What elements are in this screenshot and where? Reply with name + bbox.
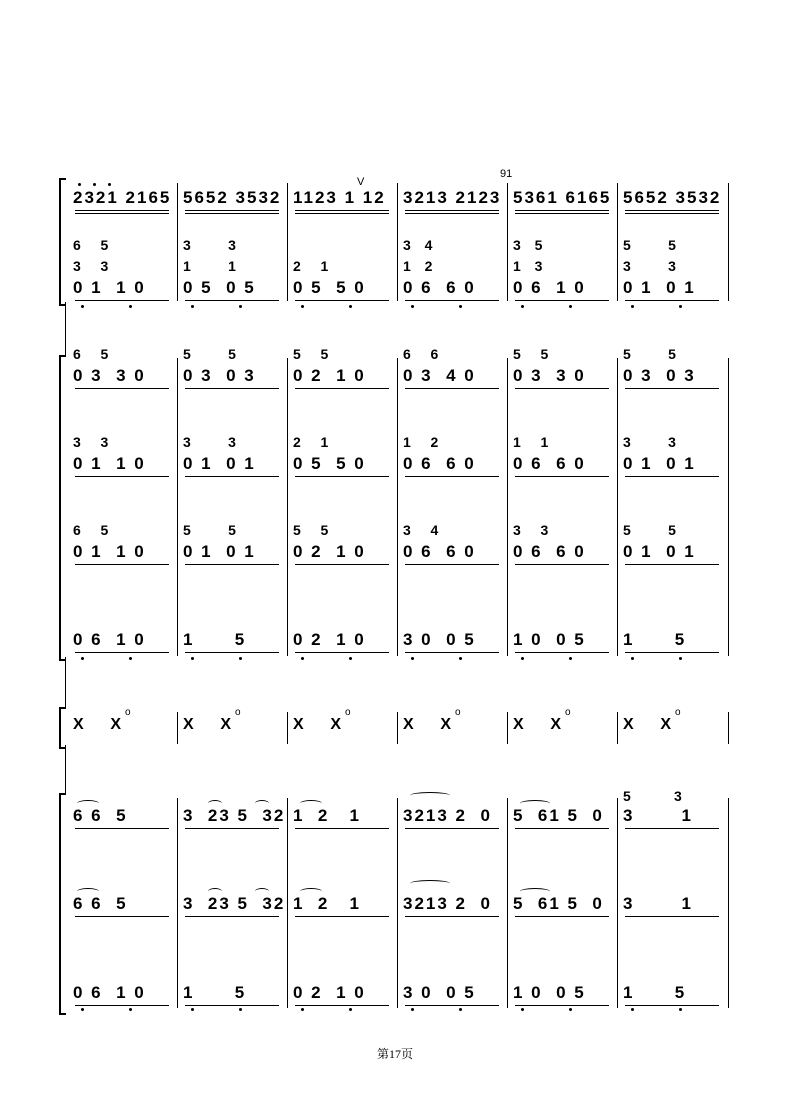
beam-line [625, 388, 719, 389]
beam-line [625, 916, 719, 917]
melody-measure: 6 6 5 [73, 894, 128, 913]
part-measure: 0 3 3 0 [73, 366, 146, 385]
barline [728, 712, 729, 744]
bass-measure: 0 5 0 5 [183, 278, 256, 297]
beam-line [515, 1005, 609, 1006]
chord-top: 5 5 [183, 522, 238, 538]
bass-measure: 1 0 0 5 [513, 630, 586, 649]
octave-dot [129, 305, 132, 308]
melody-measure: 3 1 [623, 806, 693, 825]
barline [507, 358, 508, 656]
chord-top: 5 5 [183, 346, 238, 362]
beam-line [295, 652, 389, 653]
slur [410, 792, 450, 799]
slur [300, 800, 322, 807]
bass-measure: 1 5 [183, 983, 247, 1002]
beam-line [185, 916, 279, 917]
beam-line [625, 210, 719, 211]
slur [410, 880, 450, 887]
chord-middle: 1 2 [403, 258, 435, 274]
octave-dot [459, 657, 462, 660]
chord-upper: 3 4 [403, 237, 435, 253]
part-measure: 0 6 6 0 [403, 454, 476, 473]
barline [728, 183, 729, 301]
barline [617, 358, 618, 656]
beam-line [185, 213, 279, 214]
part-measure: 0 1 0 1 [623, 542, 696, 561]
beam-line [625, 828, 719, 829]
bass-measure: 0 2 1 0 [293, 630, 366, 649]
part-measure: 0 3 0 3 [623, 366, 696, 385]
beam-line [515, 652, 609, 653]
chord-top: 6 5 [73, 346, 111, 362]
bass-measure: 3 0 0 5 [403, 983, 476, 1002]
melody-measure: 6 6 5 [73, 806, 128, 825]
group-line [65, 657, 66, 707]
barline [397, 798, 398, 1008]
beam-line [625, 564, 719, 565]
beam-line [185, 1005, 279, 1006]
part-measure: 0 5 5 0 [293, 454, 366, 473]
system2-bracket [59, 355, 66, 661]
part-measure: 0 6 6 0 [513, 454, 586, 473]
octave-dot [411, 1008, 414, 1011]
octave-dot [459, 1008, 462, 1011]
melody-measure: 3 1 [623, 894, 693, 913]
bass-measure: 1 5 [623, 983, 687, 1002]
chord-top: 3 3 [183, 434, 238, 450]
octave-dot [569, 305, 572, 308]
beam-line [295, 828, 389, 829]
beam-line [515, 828, 609, 829]
octave-dot [301, 1008, 304, 1011]
chord-middle: 1 1 [183, 258, 238, 274]
beam-line [405, 652, 499, 653]
bass-measure: 1 0 0 5 [513, 983, 586, 1002]
beam-line [405, 388, 499, 389]
beam-line [75, 1005, 169, 1006]
barline [287, 358, 288, 656]
open-mark: o [455, 707, 461, 718]
melody-measure: 1123 1 12 [293, 188, 386, 207]
beam-line [295, 213, 389, 214]
octave-dot [349, 1008, 352, 1011]
barline [507, 183, 508, 301]
chord-middle: 3 3 [73, 258, 111, 274]
bass-measure: 0 1 0 1 [623, 278, 696, 297]
octave-dot [631, 657, 634, 660]
chord-upper: 6 5 [73, 237, 111, 253]
octave-dot [679, 305, 682, 308]
barline [617, 712, 618, 744]
measure-number: 91 [500, 168, 513, 180]
slur [255, 888, 269, 895]
chord-middle: 3 3 [623, 258, 678, 274]
melody-measure: 5652 3532 [623, 188, 722, 207]
beam-line [515, 213, 609, 214]
bass-measure: 0 6 1 0 [73, 983, 146, 1002]
high-octave-dot [108, 183, 111, 186]
melody-measure: 3213 2 0 [403, 894, 492, 913]
chord-top: 5 5 [513, 346, 551, 362]
beam-line [75, 564, 169, 565]
slur [520, 800, 550, 807]
chord-top: 6 6 [403, 346, 441, 362]
beam-line [295, 210, 389, 211]
open-mark: o [565, 707, 571, 718]
melody-measure: 3213 2123 [403, 188, 502, 207]
system4-bracket [59, 793, 66, 1015]
beam-line [515, 210, 609, 211]
part-measure: 0 3 4 0 [403, 366, 476, 385]
octave-dot [569, 1008, 572, 1011]
octave-dot [349, 305, 352, 308]
part-measure: 0 1 0 1 [183, 454, 256, 473]
part-measure: 0 1 0 1 [623, 454, 696, 473]
melody-measure: 1 2 1 [293, 894, 361, 913]
chord-top: 3 3 [73, 434, 111, 450]
melody-measure: 3213 2 0 [403, 806, 492, 825]
beam-line [75, 828, 169, 829]
octave-dot [349, 657, 352, 660]
open-mark: o [345, 707, 351, 718]
beam-line [185, 652, 279, 653]
barline [177, 358, 178, 656]
beam-line [75, 210, 169, 211]
chord-top: 3 4 [403, 522, 441, 538]
system1-bracket [59, 178, 66, 306]
beam-line [405, 213, 499, 214]
octave-dot [81, 1008, 84, 1011]
beam-line [625, 476, 719, 477]
group-line [65, 745, 66, 793]
beam-line [75, 916, 169, 917]
system3-bracket [59, 707, 66, 749]
barline [287, 183, 288, 301]
open-mark: o [235, 707, 241, 718]
beam-line [625, 652, 719, 653]
chord-top: 5 5 [623, 346, 678, 362]
barline [728, 358, 729, 656]
octave-dot [239, 305, 242, 308]
octave-dot [679, 657, 682, 660]
bass-measure: 0 5 5 0 [293, 278, 366, 297]
octave-dot [679, 1008, 682, 1011]
part-measure: 0 1 1 0 [73, 454, 146, 473]
beam-line [185, 210, 279, 211]
octave-dot [129, 657, 132, 660]
slur [77, 800, 99, 807]
octave-dot [239, 657, 242, 660]
chord-top: 3 3 [623, 434, 678, 450]
beam-line [75, 476, 169, 477]
slur [520, 888, 550, 895]
chord-top: 3 3 [513, 522, 551, 538]
octave-dot [239, 1008, 242, 1011]
part-measure: 0 3 3 0 [513, 366, 586, 385]
melody-measure: 2321 2165 [73, 188, 172, 207]
beam-line [625, 1005, 719, 1006]
beam-line [185, 300, 279, 301]
octave-dot [521, 657, 524, 660]
beam-line [405, 916, 499, 917]
beam-line [185, 564, 279, 565]
barline [177, 183, 178, 301]
octave-dot [521, 305, 524, 308]
bass-measure: 0 1 1 0 [73, 278, 146, 297]
beam-line [75, 388, 169, 389]
octave-dot [569, 657, 572, 660]
chord-middle: 2 1 [293, 258, 331, 274]
percussion-measure: X X [183, 716, 232, 733]
slur [208, 800, 222, 807]
beam-line [295, 1005, 389, 1006]
beam-line [295, 476, 389, 477]
octave-dot [521, 1008, 524, 1011]
open-mark: o [675, 707, 681, 718]
beam-line [405, 210, 499, 211]
melody-measure: 3 23 5 32 [183, 894, 286, 913]
beam-line [515, 564, 609, 565]
octave-dot [411, 305, 414, 308]
part-measure: 0 2 1 0 [293, 542, 366, 561]
barline [287, 712, 288, 744]
chord-top: 2 1 [293, 434, 331, 450]
beam-line [515, 300, 609, 301]
beam-line [515, 388, 609, 389]
melody-measure: 1 2 1 [293, 806, 361, 825]
beam-line [185, 388, 279, 389]
octave-dot [81, 305, 84, 308]
chord-top: 5 3 [623, 788, 684, 804]
octave-dot [301, 657, 304, 660]
barline [177, 712, 178, 744]
open-mark: o [125, 707, 131, 718]
octave-dot [301, 305, 304, 308]
octave-dot [411, 657, 414, 660]
beam-line [185, 476, 279, 477]
beam-line [625, 300, 719, 301]
percussion-measure: X X [403, 716, 452, 733]
chord-top: 6 5 [73, 522, 111, 538]
slur [77, 888, 99, 895]
percussion-measure: X X [513, 716, 562, 733]
high-octave-dot [78, 183, 81, 186]
chord-top: 1 1 [513, 434, 551, 450]
slur [208, 888, 222, 895]
bass-measure: 0 6 1 0 [73, 630, 146, 649]
beam-line [185, 828, 279, 829]
beam-line [295, 564, 389, 565]
chord-middle: 1 3 [513, 258, 545, 274]
barline [507, 712, 508, 744]
beam-line [295, 916, 389, 917]
melody-measure: 5361 6165 [513, 188, 612, 207]
bass-measure: 0 6 1 0 [513, 278, 586, 297]
chord-top: 1 2 [403, 434, 441, 450]
barline [397, 183, 398, 301]
percussion-measure: X X [73, 716, 122, 733]
slur [255, 800, 269, 807]
beam-line [295, 388, 389, 389]
chord-top: 5 5 [293, 522, 331, 538]
octave-dot [631, 1008, 634, 1011]
beam-line [405, 476, 499, 477]
chord-top: 5 5 [623, 522, 678, 538]
part-measure: 0 2 1 0 [293, 366, 366, 385]
octave-dot [191, 657, 194, 660]
melody-measure: 5 61 5 0 [513, 894, 604, 913]
part-measure: 0 6 6 0 [513, 542, 586, 561]
part-measure: 0 3 0 3 [183, 366, 256, 385]
melody-measure: 5652 3532 [183, 188, 282, 207]
percussion-measure: X X [293, 716, 342, 733]
beam-line [405, 564, 499, 565]
bass-measure: 0 6 6 0 [403, 278, 476, 297]
beam-line [75, 300, 169, 301]
octave-dot [631, 305, 634, 308]
beam-line [405, 1005, 499, 1006]
page-footer: 第17页 [376, 1047, 413, 1061]
beam-line [515, 476, 609, 477]
high-octave-dot [93, 183, 96, 186]
beam-line [405, 828, 499, 829]
barline [617, 183, 618, 301]
beam-line [625, 213, 719, 214]
part-measure: 0 1 1 0 [73, 542, 146, 561]
melody-measure: 3 23 5 32 [183, 806, 286, 825]
beam-line [75, 213, 169, 214]
chord-upper: 5 5 [623, 237, 678, 253]
barline [177, 798, 178, 1008]
bass-measure: 0 2 1 0 [293, 983, 366, 1002]
barline [397, 712, 398, 744]
beam-line [405, 300, 499, 301]
bass-measure: 1 5 [623, 630, 687, 649]
octave-dot [81, 657, 84, 660]
chord-upper: 3 3 [183, 237, 238, 253]
part-measure: 0 6 6 0 [403, 542, 476, 561]
beam-line [295, 300, 389, 301]
melody-measure: 5 61 5 0 [513, 806, 604, 825]
chord-upper: 3 5 [513, 237, 545, 253]
barline [397, 358, 398, 656]
octave-dot [459, 305, 462, 308]
beam-line [75, 652, 169, 653]
slur [300, 888, 322, 895]
octave-dot [191, 305, 194, 308]
octave-dot [191, 1008, 194, 1011]
part-measure: 0 1 0 1 [183, 542, 256, 561]
bass-measure: 3 0 0 5 [403, 630, 476, 649]
barline [617, 798, 618, 1008]
barline [287, 798, 288, 1008]
barline [728, 798, 729, 1008]
barline [507, 798, 508, 1008]
beam-line [515, 916, 609, 917]
breath-mark: V [357, 176, 365, 188]
octave-dot [129, 1008, 132, 1011]
chord-top: 5 5 [293, 346, 331, 362]
group-line [65, 302, 66, 355]
bass-measure: 1 5 [183, 630, 247, 649]
percussion-measure: X X [623, 716, 672, 733]
